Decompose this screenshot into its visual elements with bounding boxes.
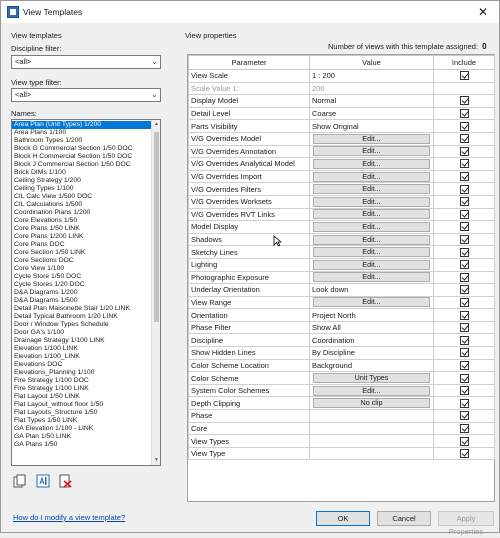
value-cell[interactable] [310,132,434,145]
value-cell[interactable] [310,271,434,284]
list-scrollbar[interactable] [151,120,160,465]
value-cell: 200 [310,82,434,95]
list-item[interactable]: Cycle Stores 1/20 DOC [14,281,85,288]
delete-template-icon[interactable] [58,474,72,488]
parameter-cell: Phase [189,410,310,423]
value-cell[interactable] [310,447,434,460]
edit-value-button[interactable]: Edit... [313,172,430,182]
include-checkbox[interactable] [460,374,469,383]
include-checkbox[interactable] [460,285,469,294]
table-row [189,195,495,208]
list-item[interactable]: Drainage Strategy 1/100 LINK [14,337,105,344]
include-checkbox[interactable] [460,399,469,408]
include-cell [434,120,495,133]
value-cell[interactable]: Background [310,359,434,372]
table-row [189,158,495,171]
list-item[interactable]: Elevation 1/100 LINK [14,345,78,352]
include-checkbox[interactable] [460,210,469,219]
mouse-cursor-icon [273,235,282,247]
value-cell[interactable] [310,422,434,435]
list-item[interactable]: Area Plan (Unit Types) 1/200 [12,121,153,129]
include-checkbox[interactable] [460,298,469,307]
ok-button[interactable]: OK [316,511,370,526]
edit-value-button[interactable]: Edit... [313,272,430,282]
include-checkbox[interactable] [460,449,469,458]
include-cell [434,447,495,460]
include-cell [434,170,495,183]
list-item[interactable]: Elevations DOC [14,361,63,368]
table-row [189,95,495,108]
edit-value-button[interactable]: Edit... [313,386,430,396]
help-link[interactable]: How do I modify a view template? [13,513,126,522]
include-checkbox[interactable] [460,197,469,206]
template-names-list[interactable] [11,119,161,466]
list-item[interactable]: Block J Commercial Section 1/50 DOC [14,161,131,168]
include-cell [434,397,495,410]
include-checkbox[interactable] [460,437,469,446]
list-item[interactable]: CIL Calc View 1/500 DOC [14,193,93,200]
table-row [189,132,495,145]
template-names-items [12,121,153,449]
include-cell [434,309,495,322]
edit-value-button[interactable]: Edit... [313,184,430,194]
list-item[interactable]: CIL Calculations 1/500 [14,201,83,208]
include-cell [434,334,495,347]
list-item[interactable]: Block G Commercial Section 1/50 DOC [14,145,133,152]
assigned-count-label: Number of views with this template assigned: [328,42,479,51]
include-checkbox[interactable] [460,348,469,357]
table-row [189,120,495,133]
list-item[interactable]: Elevations_Planning 1/100 [14,369,95,376]
chevron-down-icon: ⌄ [151,90,158,99]
chevron-down-icon: ⌄ [151,57,158,66]
list-item[interactable]: Core Plans 1/200 LINK [14,233,84,240]
assigned-count-text [328,42,487,51]
include-checkbox[interactable] [460,159,469,168]
table-row [189,107,495,120]
assigned-count-value: 0 [482,42,487,51]
table-row [189,221,495,234]
table-row [189,359,495,372]
value-cell[interactable] [310,372,434,385]
list-item[interactable]: Core Section 1/50 LINK [14,249,86,256]
parameter-cell: View Type [189,447,310,460]
table-row [189,309,495,322]
list-item[interactable]: Core Plans DOC [14,241,65,248]
edit-value-button[interactable]: Edit... [313,247,430,257]
table-row [189,82,495,95]
include-cell [434,435,495,448]
table-row [189,422,495,435]
include-cell [434,233,495,246]
discipline-filter-label: Discipline filter: [11,44,62,53]
list-item[interactable]: Core Plans 1/50 LINK [14,225,80,232]
parameter-cell: Detail Level [189,107,310,120]
include-checkbox[interactable] [460,147,469,156]
dialog-title: View Templates [23,7,83,17]
parameter-cell: V/G Overrides Worksets [189,195,310,208]
include-checkbox[interactable] [460,386,469,395]
include-cell [434,284,495,297]
list-item[interactable]: Core Elevations 1/50 [14,217,78,224]
parameter-cell: Underlay Orientation [189,284,310,297]
list-item[interactable]: Flat Layout_without floor 1/50 [14,401,104,408]
parameter-cell: Display Model [189,95,310,108]
include-checkbox[interactable] [460,222,469,231]
value-cell[interactable]: Normal [310,95,434,108]
table-row [189,258,495,271]
cancel-button[interactable]: Cancel [377,511,431,526]
discipline-filter-value: <all> [15,57,32,66]
table-row [189,183,495,196]
include-cell [434,208,495,221]
include-checkbox[interactable] [460,235,469,244]
value-cell[interactable] [310,158,434,171]
rename-template-icon[interactable] [36,474,50,488]
list-item[interactable]: Core View 1/100 [14,265,65,272]
include-checkbox[interactable] [460,109,469,118]
parameter-cell: Orientation [189,309,310,322]
include-checkbox[interactable] [460,260,469,269]
list-item[interactable]: D&A Diagrams 1/500 [14,297,78,304]
parameter-cell: View Scale [189,70,310,83]
include-cell [434,321,495,334]
table-row [189,447,495,460]
list-item[interactable]: Coordination Plans 1/200 [14,209,91,216]
include-checkbox[interactable] [460,96,469,105]
list-item[interactable]: Flat Types 1/50 LINK [14,417,78,424]
include-cell [434,372,495,385]
edit-value-button[interactable]: Edit... [313,260,430,270]
list-item[interactable]: Flat Layout 1/50 LINK [14,393,80,400]
view-type-filter-value: <all> [15,90,32,99]
table-row [189,384,495,397]
edit-value-button[interactable]: Unit Types [313,373,430,383]
include-checkbox[interactable] [460,336,469,345]
scroll-down-icon[interactable]: ▼ [154,457,159,463]
value-cell[interactable] [310,145,434,158]
include-cell [434,145,495,158]
include-cell [434,246,495,259]
value-cell[interactable] [310,246,434,259]
parameter-cell: Color Scheme [189,372,310,385]
table-row [189,372,495,385]
include-checkbox[interactable] [460,185,469,194]
include-cell [434,95,495,108]
parameter-cell: V/G Overrides Model [189,132,310,145]
include-cell [434,422,495,435]
parameter-cell: V/G Overrides Import [189,170,310,183]
table-row [189,410,495,423]
value-cell[interactable] [310,221,434,234]
value-cell[interactable] [310,384,434,397]
names-label: Names: [11,109,37,118]
include-cell [434,195,495,208]
parameter-cell: Phase Filter [189,321,310,334]
parameter-cell: Core [189,422,310,435]
table-row [189,296,495,309]
parameter-cell: V/G Overrides Filters [189,183,310,196]
include-cell [434,158,495,171]
table-row [189,397,495,410]
value-cell[interactable] [310,208,434,221]
table-row [189,170,495,183]
app-icon [7,6,19,18]
include-cell [434,221,495,234]
list-item[interactable]: Flat Layouts_Structure 1/50 [14,409,98,416]
parameter-cell: Depth Clipping [189,397,310,410]
parameter-cell: Lighting [189,258,310,271]
include-cell [434,132,495,145]
value-cell[interactable]: Project North [310,309,434,322]
list-item[interactable]: Brick DIMs 1/100 [14,169,66,176]
edit-value-button[interactable]: Edit... [313,222,430,232]
list-item[interactable]: Cycle Store 1/50 DOC [14,273,82,280]
view-type-filter-dropdown[interactable] [11,88,161,102]
parameter-cell: V/G Overrides Analytical Model [189,158,310,171]
parameter-cell: Model Display [189,221,310,234]
value-cell[interactable] [310,296,434,309]
include-cell [434,183,495,196]
column-header-parameter: Parameter [189,56,310,70]
edit-value-button[interactable]: Edit... [313,159,430,169]
list-item[interactable]: GA Plan 1/50 LINK [14,433,72,440]
include-checkbox[interactable] [460,134,469,143]
include-cell [434,82,495,95]
column-header-include: Include [434,56,495,70]
parameter-cell: Photographic Exposure [189,271,310,284]
view-type-filter-label: View type filter: [11,78,62,87]
table-row [189,208,495,221]
list-item[interactable]: Area Plans 1/100 [14,129,67,136]
table-row [189,233,495,246]
value-cell[interactable] [310,410,434,423]
edit-value-button[interactable]: No clip [313,398,430,408]
include-checkbox[interactable] [460,273,469,282]
include-cell [434,359,495,372]
edit-value-button[interactable]: Edit... [313,146,430,156]
parameter-cell: Color Scheme Location [189,359,310,372]
value-cell[interactable] [310,233,434,246]
table-row [189,435,495,448]
view-templates-section-label: View templates [11,31,62,40]
list-item[interactable]: Detail Typical Bathroom 1/20 LINK [14,313,118,320]
list-item[interactable]: Ceiling Strategy 1/200 [14,177,81,184]
include-checkbox[interactable] [460,361,469,370]
include-checkbox[interactable] [460,411,469,420]
column-header-value: Value [310,56,434,70]
value-cell[interactable]: Show Original [310,120,434,133]
list-item[interactable]: Ceiling Types 1/100 [14,185,74,192]
list-item[interactable]: Door GA's 1/100 [14,329,65,336]
list-item[interactable]: Core Sections DOC [14,257,74,264]
list-item[interactable]: Bathroom Types 1/200 [14,137,83,144]
parameter-cell: Show Hidden Lines [189,347,310,360]
parameter-cell: Discipline [189,334,310,347]
include-checkbox[interactable] [460,248,469,257]
view-properties-grid [187,54,495,502]
parameter-cell: V/G Overrides Annotation [189,145,310,158]
edit-value-button[interactable]: Edit... [313,297,430,307]
edit-value-button[interactable]: Edit... [313,134,430,144]
list-item[interactable]: Fire Strategy 1/100 DOC [14,377,89,384]
list-item[interactable]: GA Elevation 1/100 - LINK [14,425,94,432]
table-row [189,271,495,284]
table-row [189,70,495,83]
include-checkbox[interactable] [460,323,469,332]
value-cell[interactable]: Coordination [310,334,434,347]
table-row [189,347,495,360]
view-properties-label: View properties [185,31,237,40]
parameter-cell: View Range [189,296,310,309]
include-cell [434,258,495,271]
include-cell [434,347,495,360]
parameter-cell: System Color Schemes [189,384,310,397]
value-cell[interactable] [310,435,434,448]
list-item[interactable]: Block H Commercial Section 1/50 DOC [14,153,133,160]
parameter-cell: View Types [189,435,310,448]
include-checkbox[interactable] [460,311,469,320]
value-cell[interactable] [310,170,434,183]
parameter-cell: Scale Value 1: [189,82,310,95]
include-cell [434,296,495,309]
edit-value-button[interactable]: Edit... [313,209,430,219]
duplicate-template-icon[interactable] [13,474,27,488]
value-cell[interactable]: Show All [310,321,434,334]
include-checkbox[interactable] [460,122,469,131]
list-item[interactable]: Door / Window Types Schedule [14,321,109,328]
include-cell [434,70,495,83]
edit-value-button[interactable]: Edit... [313,235,430,245]
close-icon[interactable]: ✕ [477,5,489,19]
parameter-cell: Sketchy Lines [189,246,310,259]
include-checkbox[interactable] [460,71,469,80]
table-row [189,334,495,347]
value-cell[interactable] [310,258,434,271]
include-cell [434,107,495,120]
value-cell[interactable] [310,195,434,208]
list-item[interactable]: Detail Plan Maisonette Stair 1/20 LINK [14,305,130,312]
edit-value-button[interactable]: Edit... [313,197,430,207]
discipline-filter-dropdown[interactable] [11,55,161,69]
value-cell[interactable]: By Discipline [310,347,434,360]
parameter-cell: V/G Overrides RVT Links [189,208,310,221]
include-cell [434,410,495,423]
list-item[interactable]: Elevation 1/100_LINK [14,353,80,360]
parameter-cell: Parts Visibility [189,120,310,133]
include-cell [434,384,495,397]
apply-properties-button[interactable]: Apply Properties [438,511,494,526]
table-row [189,246,495,259]
table-row [189,284,495,297]
value-cell[interactable]: Coarse [310,107,434,120]
list-item[interactable]: D&A Diagrams 1/200 [14,289,78,296]
include-checkbox[interactable] [460,172,469,181]
scroll-thumb[interactable] [154,132,159,322]
value-cell[interactable] [310,183,434,196]
value-cell[interactable] [310,397,434,410]
list-item[interactable]: GA Plans 1/50 [14,441,58,448]
table-row [189,145,495,158]
list-item[interactable]: Fire Strategy 1/100 LINK [14,385,89,392]
include-cell [434,271,495,284]
parameter-cell: Shadows [189,233,310,246]
title-bar [1,1,499,23]
value-cell[interactable]: Look down [310,284,434,297]
table-row [189,321,495,334]
include-checkbox[interactable] [460,424,469,433]
scroll-up-icon[interactable]: ▲ [154,121,159,127]
value-cell[interactable]: 1 : 200 [310,70,434,83]
